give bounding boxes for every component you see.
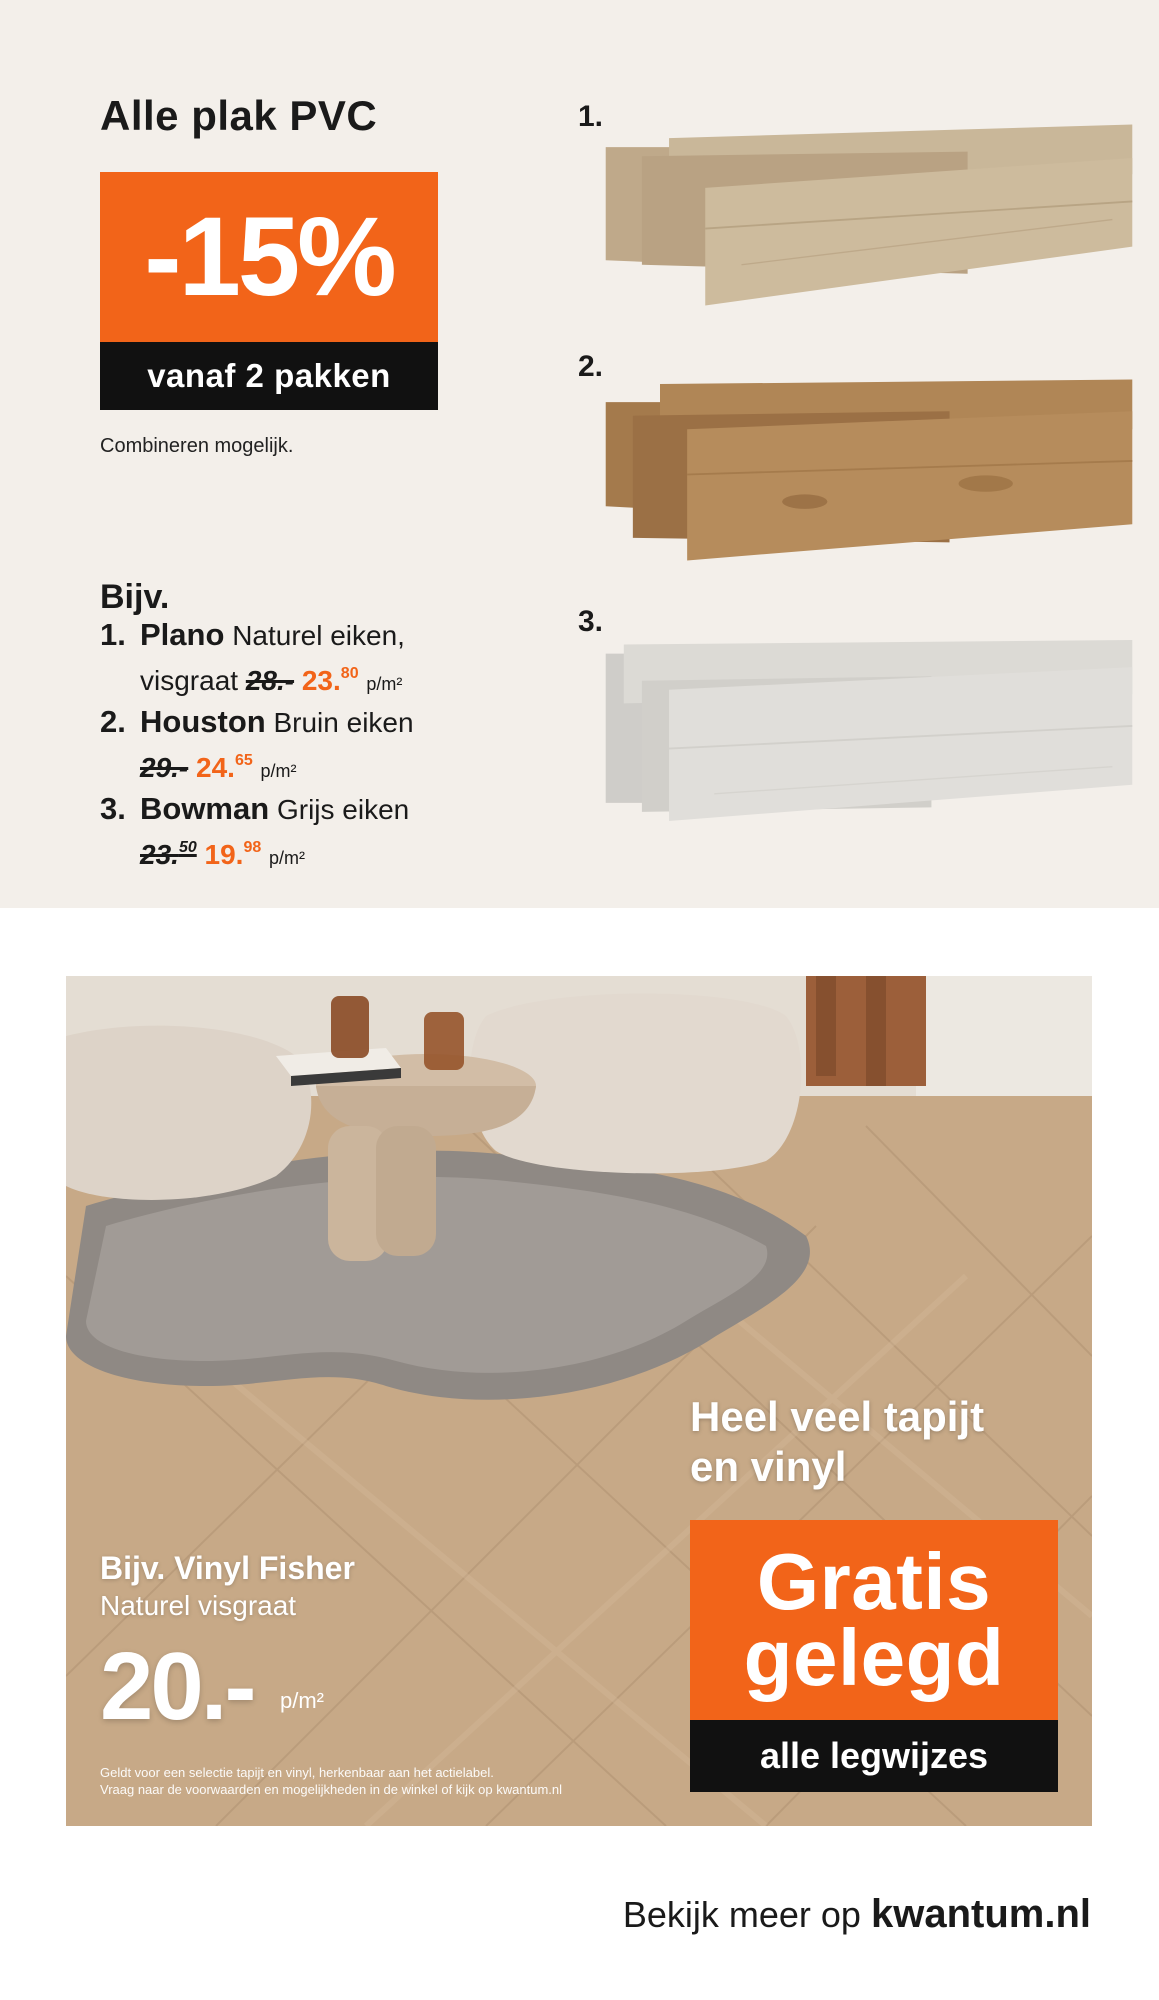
discount-badge bbox=[100, 172, 438, 342]
example-number: 1. bbox=[100, 617, 126, 652]
example-desc: Bruin eiken bbox=[273, 707, 414, 738]
fine-print: Geldt voor een selectie tapijt en vinyl, herkenbaar aan het actielabel. Vraag naar de voorwaarden en mogelijkheden in de winkel of kijk op kwantum.nl bbox=[100, 1765, 563, 1797]
example-number: 3. bbox=[100, 791, 126, 826]
banner-tagline: Heel veel tapijt en vinyl bbox=[690, 1393, 985, 1490]
examples-list bbox=[100, 578, 520, 877]
example-number: 2. bbox=[100, 704, 126, 739]
plank-image-3 bbox=[578, 640, 1159, 830]
new-price: 23.80 bbox=[301, 665, 359, 696]
condition-badge bbox=[100, 342, 438, 410]
example-desc: Grijs eiken bbox=[276, 794, 410, 825]
product-price-unit: p/m² bbox=[280, 1688, 324, 1713]
product-subtitle: Naturel visgraat bbox=[100, 1590, 297, 1621]
price-unit: p/m² bbox=[269, 848, 306, 868]
example-item-1 bbox=[100, 616, 520, 655]
promo-section bbox=[0, 0, 1159, 908]
product-price: 20.- bbox=[100, 1633, 254, 1740]
footer-prefix: Bekijk meer op bbox=[622, 1894, 861, 1935]
banner-photo bbox=[66, 976, 1092, 1826]
plank-label-2: 2. bbox=[578, 350, 604, 383]
example-name: Bowman bbox=[140, 791, 270, 826]
new-price: 24.65 bbox=[196, 752, 253, 783]
example-price-row-3 bbox=[100, 829, 520, 877]
example-name: Plano bbox=[140, 617, 225, 652]
plank-image-2 bbox=[578, 375, 1159, 565]
examples-heading: Bijv. bbox=[100, 578, 170, 616]
plank-label-3: 3. bbox=[578, 605, 604, 638]
free-line-2: gelegd bbox=[743, 1613, 1005, 1702]
promo-title: Alle plak PVC bbox=[100, 92, 378, 139]
old-price: 28.- bbox=[245, 665, 295, 696]
product-title: Bijv. Vinyl Fisher bbox=[100, 1550, 355, 1586]
old-price: 23.50 bbox=[140, 839, 197, 870]
methods-text: alle legwijzes bbox=[759, 1735, 989, 1776]
plank-image-1 bbox=[578, 120, 1159, 310]
condition-text: vanaf 2 pakken bbox=[147, 357, 391, 394]
free-installation-badge bbox=[690, 1520, 1058, 1720]
old-price: 29.- bbox=[140, 752, 189, 783]
footer-cta bbox=[623, 1892, 1091, 1937]
example-name: Houston bbox=[140, 704, 266, 739]
example-price-row-1 bbox=[100, 655, 520, 703]
example-item-3 bbox=[100, 790, 520, 829]
discount-value: -15% bbox=[144, 194, 394, 319]
example-item-2 bbox=[100, 703, 520, 742]
footer-site-link[interactable]: kwantum.nl bbox=[870, 1892, 1091, 1936]
free-line-1: Gratis bbox=[756, 1537, 992, 1626]
example-desc: Naturel eiken, bbox=[232, 620, 405, 651]
methods-badge bbox=[690, 1720, 1058, 1792]
price-unit: p/m² bbox=[260, 761, 297, 781]
example-desc-2: visgraat bbox=[140, 665, 239, 696]
example-price-row-2 bbox=[100, 742, 520, 790]
new-price: 19.98 bbox=[204, 839, 262, 870]
price-unit: p/m² bbox=[366, 674, 403, 694]
plank-label-1: 1. bbox=[578, 100, 604, 133]
combine-note: Combineren mogelijk. bbox=[100, 435, 294, 457]
